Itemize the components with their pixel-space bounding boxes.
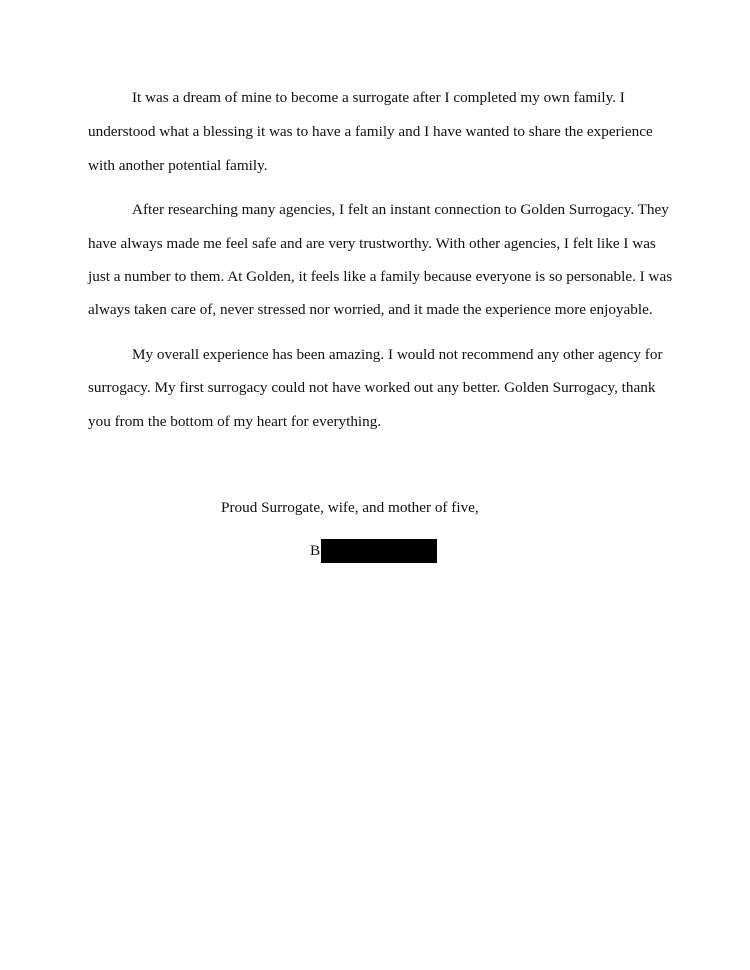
paragraph-1-line-1: It was a dream of mine to become a surrogate after I completed my own family. I bbox=[132, 89, 625, 106]
paragraph-3-line-1: My overall experience has been amazing. I would not recommend any other agency for bbox=[132, 346, 663, 363]
paragraph-2-line-1: After researching many agencies, I felt an instant connection to Golden Surrogacy. They bbox=[132, 201, 669, 218]
redaction-box bbox=[321, 539, 437, 563]
closing-line: Proud Surrogate, wife, and mother of five, bbox=[221, 499, 479, 516]
paragraph-2-line-4: always taken care of, never stressed nor worried, and it made the experience more enjoyable. bbox=[88, 301, 653, 318]
signature-initial: B bbox=[310, 542, 321, 559]
paragraph-3-line-2: surrogacy. My first surrogacy could not have worked out any better. Golden Surrogacy, thank bbox=[88, 379, 656, 396]
paragraph-1-line-3: with another potential family. bbox=[88, 157, 268, 174]
signature bbox=[310, 539, 437, 563]
paragraph-3-line-3: you from the bottom of my heart for everything. bbox=[88, 413, 382, 430]
paragraph-2-line-2: have always made me feel safe and are very trustworthy. With other agencies, I felt like I was bbox=[88, 235, 656, 252]
paragraph-1-line-2: understood what a blessing it was to have a family and I have wanted to share the experience bbox=[88, 123, 653, 140]
paragraph-2-line-3: just a number to them. At Golden, it feels like a family because everyone is so personable. I was bbox=[88, 268, 673, 285]
